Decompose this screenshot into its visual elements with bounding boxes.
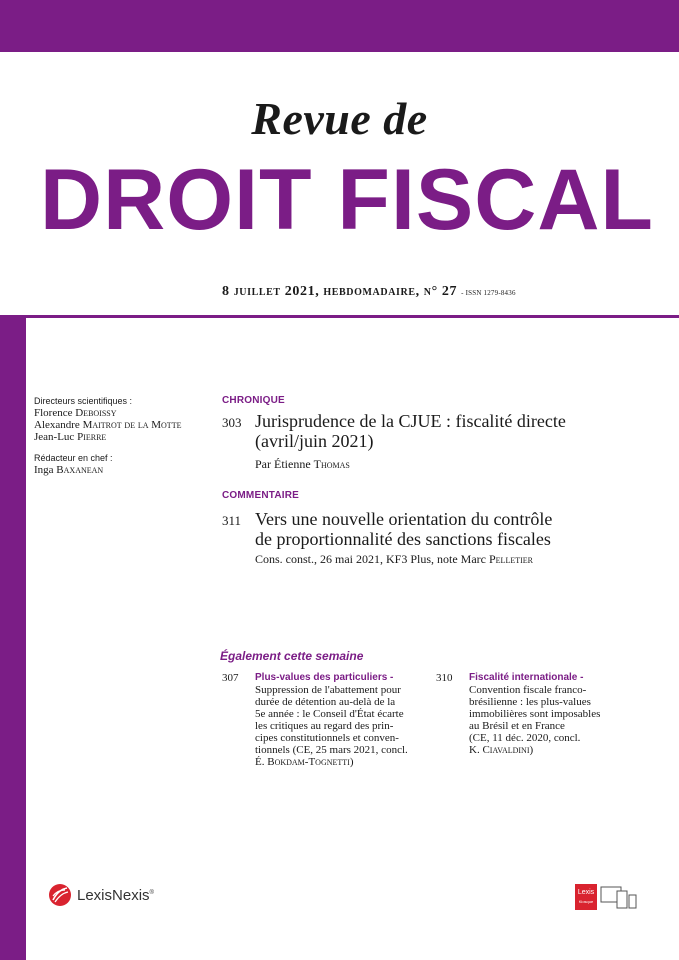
article-commentaire[interactable] xyxy=(222,509,662,571)
article-source: Cons. const., 26 mai 2021, KF3 Plus, note Marc Pelletier xyxy=(255,552,533,566)
brief-body: Fiscalité internationale - Convention fiscale franco- brésilienne : les plus-values immobilières sont imposables au Brésil et en France (CE, 11 déc. 2020, concl. K. Ciavaldini) xyxy=(469,672,629,756)
editorial-board xyxy=(34,395,214,476)
brief-number: 307 xyxy=(222,672,239,684)
brief-number: 310 xyxy=(436,672,453,684)
lexisnexis-logo[interactable] xyxy=(48,883,154,907)
article-number: 311 xyxy=(222,513,242,528)
article-title: Jurisprudence de la CJUE : fiscalité directe (avril/juin 2021) xyxy=(255,411,566,451)
editor-label: Rédacteur en chef : xyxy=(34,453,113,463)
section-label-commentaire: COMMENTAIRE xyxy=(222,490,300,501)
article-chronique[interactable] xyxy=(222,411,662,473)
article-number: 303 xyxy=(222,415,242,430)
section-label-chronique: CHRONIQUE xyxy=(222,395,285,406)
article-title: Vers une nouvelle orientation du contrôle de proportionnalité des sanctions fiscales xyxy=(255,509,553,549)
director-name: Florence Deboissy xyxy=(34,407,117,419)
header-divider xyxy=(26,315,679,318)
director-name: Alexandre Maitrot de la Motte xyxy=(34,419,182,431)
issn: - ISSN 1279-8436 xyxy=(461,289,516,297)
brief-body: Plus-values des particuliers - Suppression de l'abattement pour durée de détention au-delà de la 5e année : le Conseil d'État écarte les critiques au regard des prin- cipes constitutionnels et conven- tionnels (CE, 25 mars 2021, concl. É. Bokdam-Tognetti) xyxy=(255,672,425,768)
top-color-band xyxy=(0,0,679,52)
brief-category: Fiscalité internationale - xyxy=(469,672,584,683)
issue-date: 8 juillet 2021, hebdomadaire, n° 27 xyxy=(222,284,458,299)
issue-line xyxy=(222,284,516,300)
masthead-title-small: Revue de xyxy=(251,93,428,144)
logo-wordmark: LexisNexis® xyxy=(77,886,154,904)
kiosque-badge-icon: Lexis Kiosque xyxy=(575,884,597,910)
lexisnexis-logo-icon xyxy=(48,883,72,907)
editor-name: Inga Baxanean xyxy=(34,464,104,476)
masthead-title-big: DROIT FISCAL xyxy=(40,152,654,248)
directors-label: Directeurs scientifiques : xyxy=(34,396,133,406)
left-color-band xyxy=(0,315,26,960)
director-name: Jean-Luc Pierre xyxy=(34,431,107,443)
brief-category: Plus-values des particuliers - xyxy=(255,672,394,683)
devices-icon xyxy=(600,886,638,910)
also-this-week-heading: Également cette semaine xyxy=(220,649,364,663)
article-byline: Par Étienne Thomas xyxy=(255,457,350,471)
kiosque-badge[interactable] xyxy=(575,884,639,912)
